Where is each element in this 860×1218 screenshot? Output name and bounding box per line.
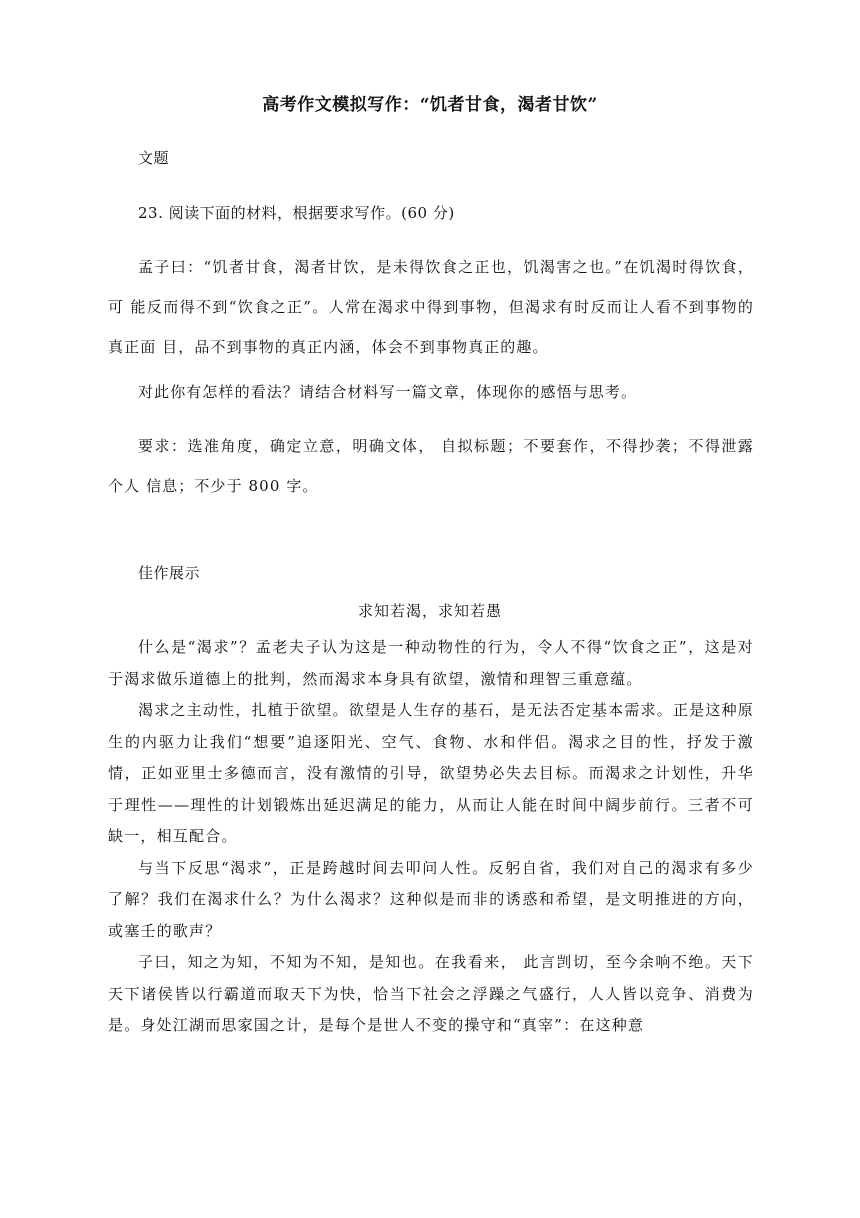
question-line: 23. 阅读下面的材料，根据要求写作。(60 分) [138,204,455,222]
prompt-paragraph [108,372,754,412]
essay-paragraph: 渴求之主动性，扎植于欲望。欲望是人生存的基石，是无法否定基本需求。正是这种原生的内驱力让我们“想要”追逐阳光、空气、食物、水和伴侣。渴求之目的性，抒发于激情，正如亚里士多德而言，没有激情的引导，欲望势必失去目标。而渴求之计划性，升华于理性——理性的计划锻炼出延迟满足的能力，从而让人能在时间中阔步前行。三者不可缺一，相互配合。 [108,701,754,845]
section-heading-showcase: 佳作展示 [138,564,201,582]
essay-title: 求知若渴，求知若愚 [357,602,502,620]
requirements-paragraph [108,426,754,506]
essay-paragraph: 子曰，知之为知，不知为不知，是知也。在我看来， 此言剀切，至今余响不绝。天下天下诸侯皆以行霸道而取天下为快，恰当下社会之浮躁之气盛行，人人皆以竞争、消费为是。身处江湖而思家国之计，是每个是世人不变的操守和“真宰”：在这种意 [108,953,754,1034]
prompt-text: 对此你有怎样的看法？请结合材料写一篇文章，体现你的感悟与思考。 [138,383,638,401]
material-text: 孟子曰：“饥者甘食，渴者甘饮，是未得饮食之正也，饥渴害之也。”在饥渴时得饮食，可 能反而得不到“饮食之正”。人常在渴求中得到事物，但渴求有时反而让人看不到事物的真正面 目，品不到事物的真正内涵，体会不到事物真正的趣。 [108,258,754,356]
essay-paragraph: 与当下反思“渴求”，正是跨越时间去叩问人性。反躬自省，我们对自己的渴求有多少了解？我们在渴求什么？为什么渴求？这种似是而非的诱惑和希望，是文明推进的方向，或塞壬的歌声？ [108,858,754,940]
material-paragraph [108,247,754,367]
document-title: 高考作文模拟写作：“饥者甘食，渴者甘饮” [262,95,598,115]
requirements-text: 要求：选准角度，确定立意，明确文体， 自拟标题；不要套作，不得抄袭；不得泄露个人 信息；不少于 800 字。 [108,437,754,495]
essay-body [108,632,754,1042]
section-heading-topic: 文题 [138,149,170,167]
essay-paragraph: 什么是“渴求”？孟老夫子认为这是一种动物性的行为，令人不得“饮食之正”，这是对于渴求做乐道德上的批判，然而渴求本身具有欲望，激情和理智三重意蕴。 [108,638,754,688]
